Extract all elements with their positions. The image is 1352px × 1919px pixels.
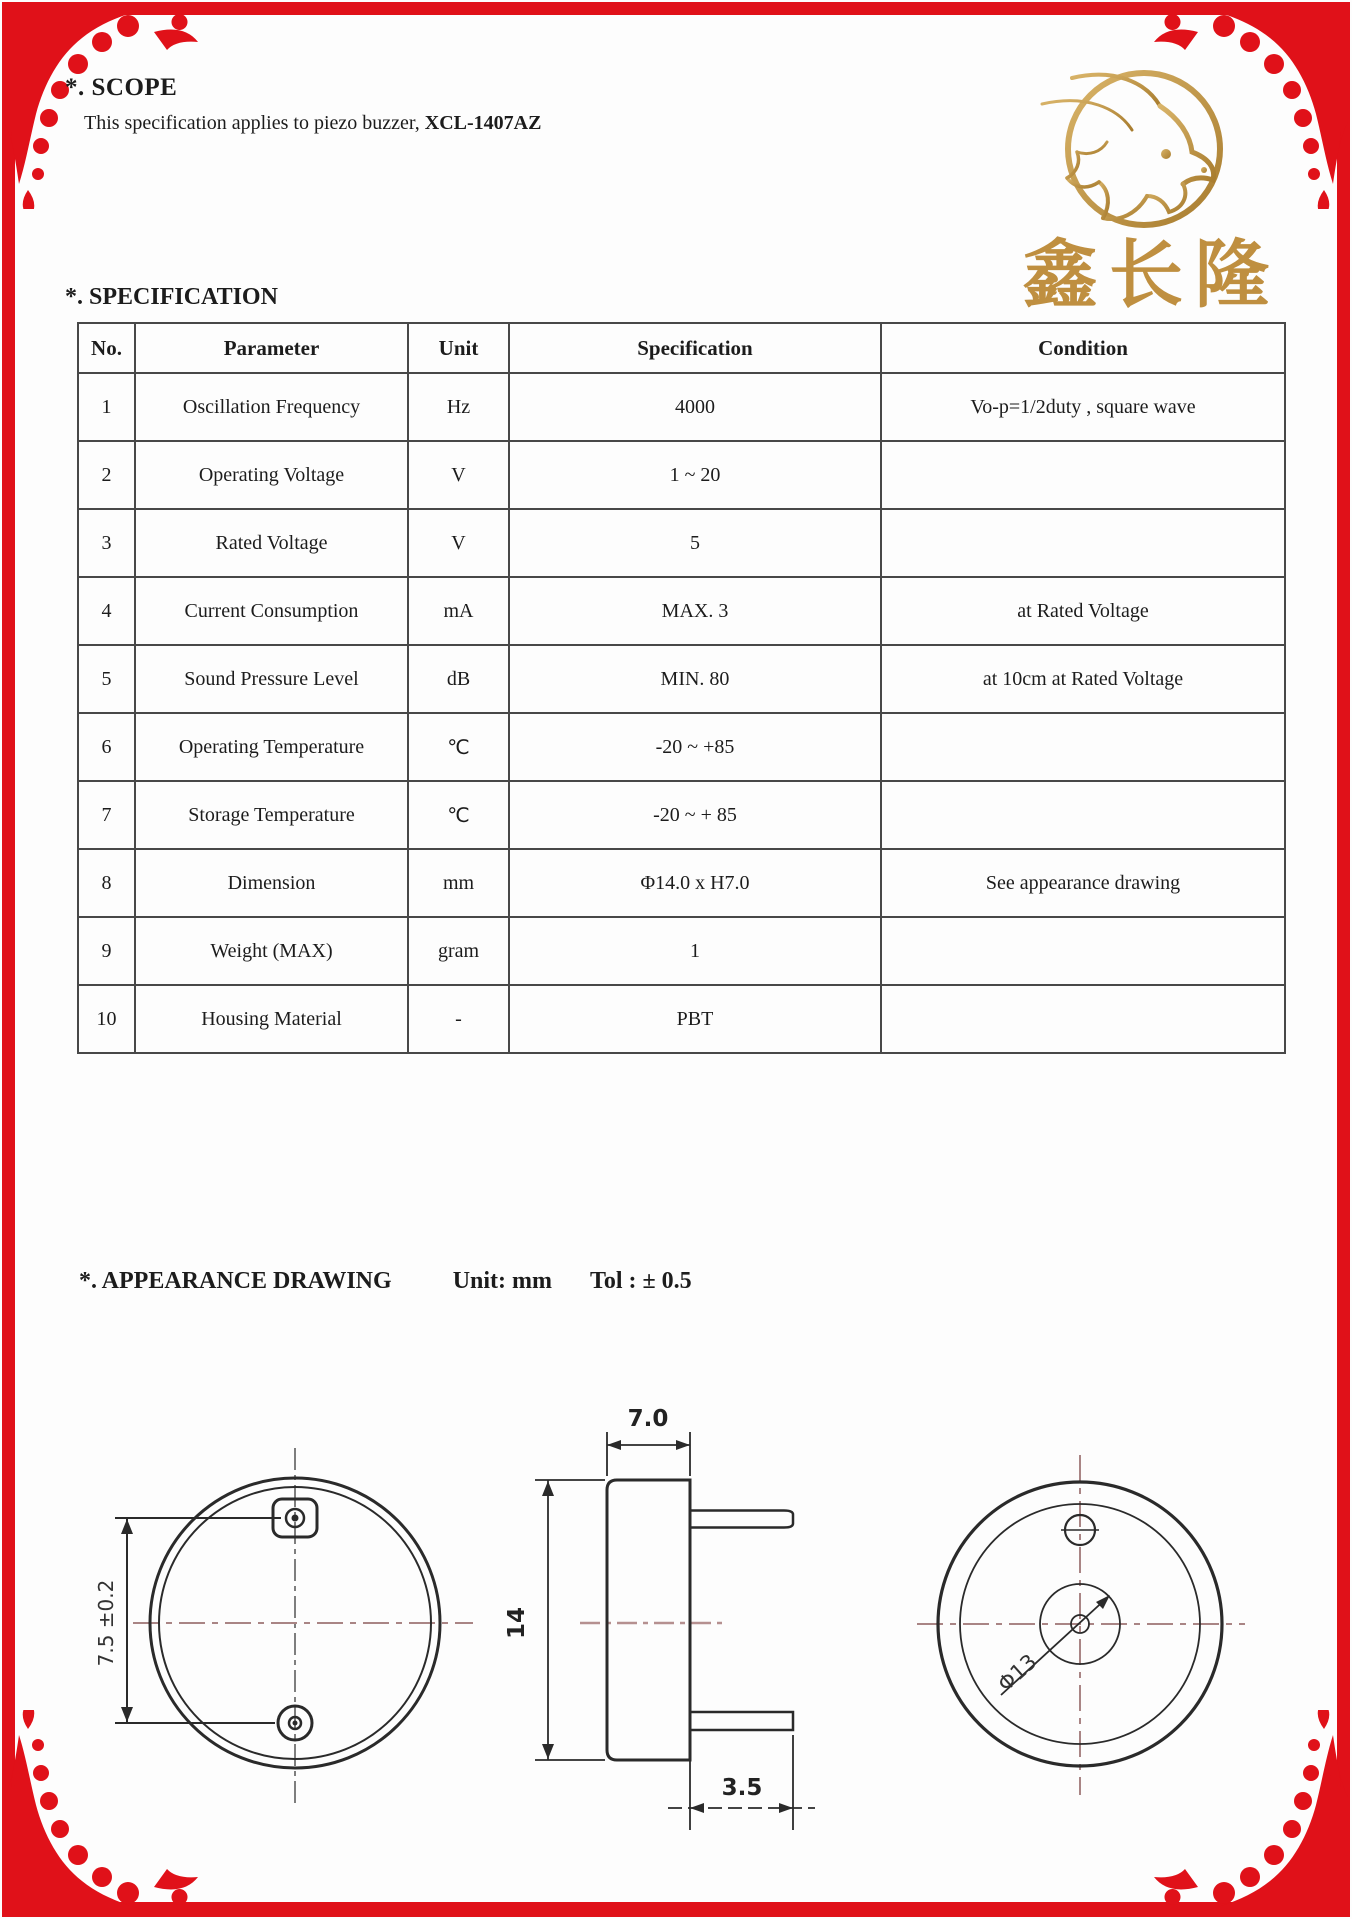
scope-heading: *. SCOPE (65, 74, 178, 101)
appearance-heading: *. APPEARANCE DRAWING (79, 1268, 392, 1294)
company-logo (1014, 62, 1290, 314)
cell-condition (881, 917, 1285, 985)
side-view-width-dimension: 7.0 (627, 1406, 669, 1432)
cell-parameter: Sound Pressure Level (135, 645, 408, 713)
col-header-unit: Unit (408, 323, 509, 373)
col-header-no: No. (78, 323, 135, 373)
cell-condition: Vo-p=1/2duty , square wave (881, 373, 1285, 441)
table-row (78, 441, 1285, 509)
tolerance-label: Tol : ± 0.5 (590, 1268, 692, 1294)
cell-parameter: Storage Temperature (135, 781, 408, 849)
col-header-parameter: Parameter (135, 323, 408, 373)
cell-specification: -20 ~ +85 (509, 713, 881, 781)
corner-ornament-top-left (4, 4, 209, 209)
cell-unit: gram (408, 917, 509, 985)
cell-parameter: Current Consumption (135, 577, 408, 645)
cell-specification: -20 ~ + 85 (509, 781, 881, 849)
cell-no: 8 (78, 849, 135, 917)
cell-condition: at 10cm at Rated Voltage (881, 645, 1285, 713)
cell-unit: ℃ (408, 713, 509, 781)
table-row (78, 985, 1285, 1053)
cell-specification: Φ14.0 x H7.0 (509, 849, 881, 917)
cell-no: 7 (78, 781, 135, 849)
cell-no: 10 (78, 985, 135, 1053)
scope-sentence: This specification applies to piezo buzzer, (84, 112, 425, 134)
cell-parameter: Operating Temperature (135, 713, 408, 781)
rear-view-diameter-dimension: Φ13 (993, 1649, 1042, 1697)
cell-unit: V (408, 441, 509, 509)
col-header-condition: Condition (881, 323, 1285, 373)
table-row (78, 645, 1285, 713)
cell-no: 6 (78, 713, 135, 781)
table-row (78, 373, 1285, 441)
cell-unit: mA (408, 577, 509, 645)
product-code: XCL-1407AZ (424, 112, 542, 134)
cell-parameter: Rated Voltage (135, 509, 408, 577)
cell-specification: 5 (509, 509, 881, 577)
cell-condition (881, 985, 1285, 1053)
unit-label: Unit: mm (452, 1268, 553, 1294)
cell-condition (881, 713, 1285, 781)
rear-view-drawing (895, 1435, 1275, 1855)
table-row (78, 917, 1285, 985)
scope-text (84, 112, 541, 135)
appearance-heading-row (79, 1268, 692, 1295)
cell-parameter: Dimension (135, 849, 408, 917)
cell-no: 2 (78, 441, 135, 509)
side-view-pin-dimension: 3.5 (721, 1775, 763, 1801)
side-view-drawing (480, 1390, 830, 1870)
cell-condition (881, 781, 1285, 849)
table-header-row (78, 323, 1285, 373)
cell-parameter: Oscillation Frequency (135, 373, 408, 441)
cell-no: 1 (78, 373, 135, 441)
cell-specification: 4000 (509, 373, 881, 441)
table-row (78, 781, 1285, 849)
table-row (78, 509, 1285, 577)
cell-unit: - (408, 985, 509, 1053)
side-view-height-dimension: 14 (504, 1606, 530, 1640)
cell-condition: See appearance drawing (881, 849, 1285, 917)
table-row (78, 713, 1285, 781)
cell-no: 9 (78, 917, 135, 985)
cell-unit: ℃ (408, 781, 509, 849)
cell-unit: Hz (408, 373, 509, 441)
cell-parameter: Operating Voltage (135, 441, 408, 509)
cell-unit: mm (408, 849, 509, 917)
cell-condition (881, 441, 1285, 509)
specification-heading: *. SPECIFICATION (65, 284, 278, 310)
cell-no: 5 (78, 645, 135, 713)
cell-specification: MAX. 3 (509, 577, 881, 645)
cell-parameter: Weight (MAX) (135, 917, 408, 985)
logo-dragon-icon (1042, 73, 1220, 225)
cell-specification: 1 ~ 20 (509, 441, 881, 509)
cell-unit: V (408, 509, 509, 577)
cell-unit: dB (408, 645, 509, 713)
cell-parameter: Housing Material (135, 985, 408, 1053)
cell-no: 3 (78, 509, 135, 577)
cell-specification: MIN. 80 (509, 645, 881, 713)
cell-specification: PBT (509, 985, 881, 1053)
cell-condition (881, 509, 1285, 577)
cell-condition: at Rated Voltage (881, 577, 1285, 645)
cell-no: 4 (78, 577, 135, 645)
table-row (78, 577, 1285, 645)
front-view-drawing (85, 1420, 485, 1865)
spec-table (77, 322, 1286, 1054)
table-row (78, 849, 1285, 917)
front-view-pitch-dimension: 7.5 ±0.2 (94, 1579, 118, 1667)
col-header-specification: Specification (509, 323, 881, 373)
logo-company-name: 鑫长隆 (1023, 232, 1281, 314)
cell-specification: 1 (509, 917, 881, 985)
